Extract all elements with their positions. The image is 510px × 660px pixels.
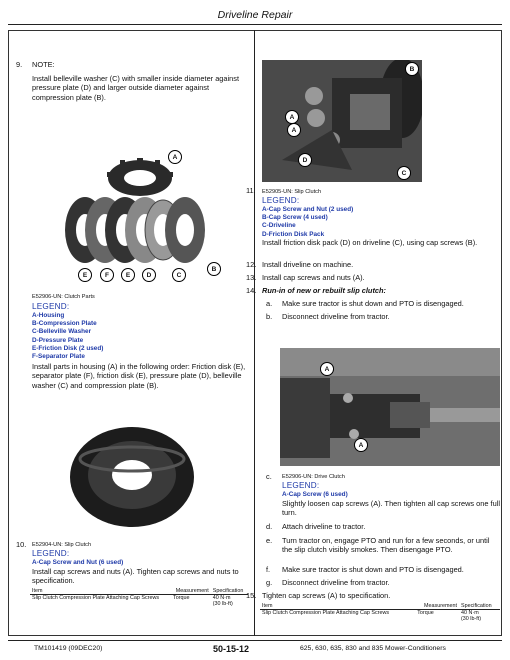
step-9-instruction: Install parts in housing (A) in the following order: Friction disk (E), separator plate (F), friction disk (E), pressure plate (D), belleville washer (C) and compression plate (B). bbox=[32, 362, 246, 390]
callout-b: B bbox=[405, 62, 419, 76]
step-15-spec-table bbox=[260, 603, 500, 622]
callout-a: A bbox=[287, 123, 301, 137]
callout-c: C bbox=[172, 268, 186, 282]
step-14e-letter: e. bbox=[266, 536, 273, 545]
step-11-caption: E52905-UN: Slip Clutch bbox=[262, 189, 322, 195]
spec-value-metric: 40 N·m bbox=[461, 610, 479, 616]
step-9-note-text: Install belleville washer (C) with smaller inside diameter against pressure plate (D) and larger outside diameter against compression plate (B). bbox=[32, 74, 240, 102]
step-14f-text: Make sure tractor is shut down and PTO is disengaged. bbox=[282, 565, 464, 574]
legend-item: A-Housing bbox=[32, 312, 65, 319]
legend-item: D-Friction Disk Pack bbox=[262, 230, 325, 238]
legend-item: D-Pressure Plate bbox=[32, 336, 84, 344]
footer-page-number: 50-15-12 bbox=[213, 644, 250, 654]
legend-item: E-Friction Disk (2 used) bbox=[32, 344, 104, 352]
step-12-number: 12. bbox=[246, 260, 257, 269]
spec-header-specification: Specification bbox=[461, 603, 492, 609]
spec-value-metric: 40 N·m bbox=[212, 595, 231, 601]
step-14d-text: Attach driveline to tractor. bbox=[282, 522, 366, 531]
spec-measurement: Torque bbox=[417, 610, 434, 616]
step-9-caption: E52906-UN: Clutch Parts bbox=[32, 294, 95, 300]
callout-d: D bbox=[298, 153, 312, 167]
callout-a: A bbox=[168, 150, 182, 164]
callout-b: B bbox=[207, 262, 221, 276]
step-14-text: Run-in of new or rebuilt slip clutch: bbox=[262, 286, 386, 295]
step-14f-letter: f. bbox=[266, 565, 271, 574]
step-12-text: Install driveline on machine. bbox=[262, 260, 354, 269]
footer-doc-id: TM101419 (09DEC20) bbox=[34, 645, 103, 652]
step-9-number: 9. bbox=[16, 60, 23, 69]
step-14c-caption: E52906-UN: Drive Clutch bbox=[282, 474, 345, 480]
spec-header-measurement: Measurement bbox=[175, 588, 209, 594]
step-11-legend bbox=[262, 206, 353, 239]
step-14b-text: Disconnect driveline from tractor. bbox=[282, 312, 390, 321]
step-11-legend-title: LEGEND: bbox=[262, 196, 300, 205]
clutch-parts-illustration bbox=[45, 150, 225, 285]
step-14-number: 14. bbox=[246, 286, 257, 295]
step-9-legend bbox=[32, 312, 103, 361]
legend-item: B-Compression Plate bbox=[32, 320, 97, 328]
legend-item: A-Cap Screw and Nut (6 used) bbox=[32, 559, 124, 566]
callout-a: A bbox=[320, 362, 334, 376]
step-14c-instruction: Slightly loosen cap screws (A). Then tighten all cap screws one full turn. bbox=[282, 499, 500, 518]
legend-item: F-Separator Plate bbox=[32, 353, 85, 361]
step-14c-letter: c. bbox=[266, 472, 272, 481]
step-10-number: 10. bbox=[16, 540, 27, 549]
callout-c: C bbox=[397, 166, 411, 180]
callout-f: F bbox=[100, 268, 114, 282]
legend-item: C-Driveline bbox=[262, 222, 296, 230]
spec-header-item: Item bbox=[262, 603, 273, 609]
spec-measurement: Torque bbox=[173, 595, 190, 601]
legend-item: C-Belleville Washer bbox=[32, 328, 92, 336]
step-14a-text: Make sure tractor is shut down and PTO is disengaged. bbox=[282, 299, 464, 308]
step-11-instruction: Install friction disk pack (D) on driveline (C), using cap screws (B). bbox=[262, 238, 478, 247]
step-14d-letter: d. bbox=[266, 522, 273, 531]
legend-item: A-Cap Screw (6 used) bbox=[282, 491, 348, 498]
step-10-instruction: Install cap screws and nuts (A). Tighten cap screws and nuts to specification. bbox=[32, 567, 239, 586]
callout-a: A bbox=[285, 110, 299, 124]
header-rule bbox=[8, 24, 502, 25]
spec-value-imperial: (30 lb-ft) bbox=[461, 616, 482, 622]
footer-model-list: 625, 630, 635, 830 and 835 Mower-Conditioners bbox=[300, 645, 446, 652]
step-9-legend-title: LEGEND: bbox=[32, 302, 70, 311]
legend-item: A-Cap Screw and Nut (2 used) bbox=[262, 206, 354, 213]
step-9-note-label: NOTE: bbox=[32, 60, 55, 69]
footer-rule bbox=[8, 640, 502, 641]
spec-header-item: Item bbox=[32, 588, 43, 594]
spec-header-specification: Specification bbox=[212, 588, 244, 594]
callout-a: A bbox=[354, 438, 368, 452]
slip-clutch-photo bbox=[62, 415, 202, 535]
spec-header-measurement: Measurement bbox=[424, 603, 458, 609]
step-14b-letter: b. bbox=[266, 312, 273, 321]
spec-value bbox=[459, 610, 500, 622]
step-10-caption: E52904-UN: Slip Clutch bbox=[32, 542, 92, 548]
step-15-text: Tighten cap screws (A) to specification. bbox=[262, 591, 391, 600]
step-15-number: 15. bbox=[246, 591, 257, 600]
step-13-number: 13. bbox=[246, 273, 257, 282]
page-header-title: Driveline Repair bbox=[217, 9, 293, 21]
step-14g-text: Disconnect driveline from tractor. bbox=[282, 578, 390, 587]
legend-item: B-Cap Screw (4 used) bbox=[262, 214, 328, 222]
step-10-spec-table bbox=[30, 588, 248, 607]
step-14c-legend-title: LEGEND: bbox=[282, 481, 320, 490]
spec-item: Slip Clutch Compression Plate Attaching Cap Screws bbox=[262, 610, 390, 616]
callout-e: E bbox=[121, 268, 135, 282]
step-10-legend-title: LEGEND: bbox=[32, 549, 70, 558]
step-13-text: Install cap screws and nuts (A). bbox=[262, 273, 365, 282]
spec-value-imperial: (30 lb-ft) bbox=[212, 601, 233, 607]
callout-d: D bbox=[142, 268, 156, 282]
step-14g-letter: g. bbox=[266, 578, 273, 587]
spec-item: Slip Clutch Compression Plate Attaching Cap Screws bbox=[32, 595, 160, 601]
drive-clutch-photo bbox=[280, 348, 500, 466]
callout-e: E bbox=[78, 268, 92, 282]
step-14a-letter: a. bbox=[266, 299, 273, 308]
column-divider bbox=[254, 30, 255, 636]
spec-value bbox=[211, 595, 248, 607]
step-14e-text: Turn tractor on, engage PTO and run for a few seconds, or until the slip clutch visibly smokes. Then disengage PTO. bbox=[282, 536, 490, 555]
step-11-number: 11. bbox=[246, 186, 256, 195]
